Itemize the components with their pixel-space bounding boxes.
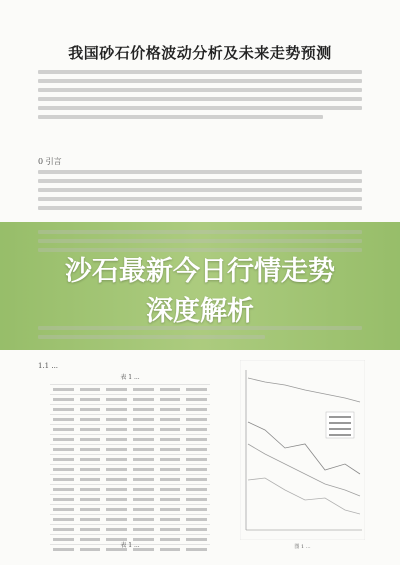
illegible-value <box>53 398 74 401</box>
table-cell <box>157 445 184 455</box>
illegible-value <box>186 508 207 511</box>
table-cell <box>50 525 77 535</box>
table-cell <box>157 415 184 425</box>
illegible-value <box>53 388 74 391</box>
table-cell <box>130 415 157 425</box>
illegible-value <box>160 398 181 401</box>
table-cell <box>130 445 157 455</box>
table-row <box>50 475 210 485</box>
illegible-value <box>133 488 154 491</box>
illegible-value <box>186 428 207 431</box>
illegible-value <box>106 418 127 421</box>
banner-title-line2: 深度解析 <box>146 296 254 327</box>
table-cell <box>50 475 77 485</box>
banner-title <box>0 252 400 332</box>
table-cell <box>157 455 184 465</box>
table-cell <box>103 435 130 445</box>
table-cell <box>130 425 157 435</box>
illegible-value <box>106 448 127 451</box>
table-cell <box>50 395 77 405</box>
table-cell <box>103 455 130 465</box>
chart-line-3 <box>248 444 360 496</box>
illegible-value <box>80 418 101 421</box>
table-cell <box>183 525 210 535</box>
abstract-text <box>38 70 362 124</box>
illegible-value <box>160 468 181 471</box>
illegible-value <box>160 518 181 521</box>
table-cell <box>103 525 130 535</box>
table-cell <box>50 485 77 495</box>
body-text-lower <box>38 326 362 344</box>
illegible-value <box>106 458 127 461</box>
illegible-value <box>133 428 154 431</box>
table-cell <box>103 415 130 425</box>
table-cell <box>50 505 77 515</box>
table-cell <box>183 475 210 485</box>
illegible-value <box>186 408 207 411</box>
table-cell <box>157 485 184 495</box>
illegible-value <box>106 428 127 431</box>
table-cell <box>103 505 130 515</box>
table-row <box>50 435 210 445</box>
illegible-value <box>160 498 181 501</box>
banner-title-line1: 沙石最新今日行情走势 <box>65 256 335 287</box>
illegible-value <box>133 388 154 391</box>
illegible-value <box>186 498 207 501</box>
illegible-value <box>160 418 181 421</box>
table-row <box>50 465 210 475</box>
illegible-value <box>133 458 154 461</box>
table-cell <box>103 395 130 405</box>
illegible-value <box>186 388 207 391</box>
table-cell <box>103 385 130 395</box>
illegible-value <box>80 478 101 481</box>
table-cell <box>157 465 184 475</box>
table-cell <box>130 385 157 395</box>
illegible-value <box>133 508 154 511</box>
table-cell <box>157 475 184 485</box>
table-cell <box>183 445 210 455</box>
illegible-value <box>106 398 127 401</box>
illegible-value <box>80 408 101 411</box>
illegible-value <box>133 418 154 421</box>
illegible-value <box>106 468 127 471</box>
illegible-value <box>133 478 154 481</box>
table-cell <box>183 515 210 525</box>
illegible-value <box>186 448 207 451</box>
table-cell <box>130 455 157 465</box>
illegible-value <box>133 398 154 401</box>
table-cell <box>77 435 104 445</box>
illegible-value <box>160 438 181 441</box>
illegible-value <box>106 498 127 501</box>
illegible-value <box>53 498 74 501</box>
illegible-value <box>53 448 74 451</box>
illegible-value <box>80 388 101 391</box>
table-cell <box>50 435 77 445</box>
illegible-value <box>160 478 181 481</box>
table-cell <box>77 515 104 525</box>
table-cell <box>183 425 210 435</box>
table-cell <box>103 465 130 475</box>
table-cell <box>183 465 210 475</box>
table-row <box>50 405 210 415</box>
data-table-grid <box>50 384 210 554</box>
illegible-value <box>80 458 101 461</box>
illegible-value <box>53 408 74 411</box>
table-row <box>50 525 210 535</box>
table-cell <box>77 495 104 505</box>
illegible-value <box>133 438 154 441</box>
illegible-value <box>53 438 74 441</box>
document-title: 我国砂石价格波动分析及未来走势预测 <box>68 44 332 62</box>
table-cell <box>130 485 157 495</box>
illegible-value <box>80 398 101 401</box>
table-cell <box>77 455 104 465</box>
table-cell <box>130 505 157 515</box>
illegible-value <box>53 478 74 481</box>
table-cell <box>183 505 210 515</box>
illegible-value <box>133 468 154 471</box>
table-cell <box>130 395 157 405</box>
table-cell <box>130 465 157 475</box>
illegible-value <box>186 518 207 521</box>
illegible-value <box>106 488 127 491</box>
table-cell <box>157 495 184 505</box>
illegible-value <box>106 528 127 531</box>
illegible-value <box>186 478 207 481</box>
illegible-value <box>53 508 74 511</box>
table-cell <box>50 455 77 465</box>
illegible-value <box>160 388 181 391</box>
table-cell <box>183 495 210 505</box>
illegible-value <box>160 448 181 451</box>
illegible-value <box>53 528 74 531</box>
table-cell <box>77 505 104 515</box>
table-cell <box>157 395 184 405</box>
illegible-value <box>133 448 154 451</box>
table-row <box>50 385 210 395</box>
table-cell <box>50 405 77 415</box>
table-cell <box>130 525 157 535</box>
table-cell <box>183 405 210 415</box>
table-cell <box>103 475 130 485</box>
table-row <box>50 415 210 425</box>
illegible-value <box>160 508 181 511</box>
table-cell <box>50 425 77 435</box>
chart-line-4 <box>248 478 360 514</box>
illegible-value <box>133 528 154 531</box>
illegible-value <box>80 428 101 431</box>
illegible-value <box>53 488 74 491</box>
table-cell <box>77 465 104 475</box>
illegible-value <box>186 468 207 471</box>
illegible-value <box>106 438 127 441</box>
table-cell <box>130 495 157 505</box>
table-cell <box>157 525 184 535</box>
table-cell <box>183 435 210 445</box>
figure-caption: 图 1 ... <box>294 544 311 550</box>
illegible-value <box>186 458 207 461</box>
illegible-value <box>160 488 181 491</box>
data-table <box>50 372 210 554</box>
table-cell <box>77 445 104 455</box>
table-caption-bottom: 表 1 ... <box>120 542 140 549</box>
illegible-value <box>160 528 181 531</box>
table-cell <box>77 525 104 535</box>
table-cell <box>50 465 77 475</box>
illegible-value <box>80 448 101 451</box>
illegible-value <box>80 498 101 501</box>
table-cell <box>77 395 104 405</box>
table-caption: 表 1 ... <box>120 374 140 381</box>
subsection-heading: 1.1 ... <box>38 362 59 370</box>
chart-line-1 <box>248 378 360 402</box>
table-cell <box>77 385 104 395</box>
table-cell <box>50 445 77 455</box>
table-cell <box>183 415 210 425</box>
illegible-value <box>160 458 181 461</box>
table-cell <box>183 455 210 465</box>
illegible-value <box>186 398 207 401</box>
illegible-value <box>106 518 127 521</box>
table-cell <box>77 415 104 425</box>
illegible-value <box>106 408 127 411</box>
table-cell <box>50 515 77 525</box>
illegible-value <box>53 468 74 471</box>
table-cell <box>183 485 210 495</box>
table-cell <box>183 395 210 405</box>
table-cell <box>130 405 157 415</box>
table-row <box>50 485 210 495</box>
illegible-value <box>80 488 101 491</box>
illegible-value <box>186 528 207 531</box>
table-cell <box>77 485 104 495</box>
illegible-value <box>80 438 101 441</box>
table-cell <box>77 405 104 415</box>
table-cell <box>157 385 184 395</box>
line-chart-figure <box>240 360 365 540</box>
table-row <box>50 505 210 515</box>
illegible-value <box>186 418 207 421</box>
table-cell <box>103 425 130 435</box>
illegible-value <box>80 468 101 471</box>
table-cell <box>50 415 77 425</box>
table-row <box>50 495 210 505</box>
section-heading: 0 引言 <box>38 157 62 166</box>
illegible-value <box>106 388 127 391</box>
table-cell <box>103 485 130 495</box>
table-cell <box>157 405 184 415</box>
table-cell <box>50 385 77 395</box>
illegible-value <box>106 508 127 511</box>
table-row <box>50 455 210 465</box>
illegible-value <box>80 518 101 521</box>
illegible-value <box>53 518 74 521</box>
illegible-value <box>80 508 101 511</box>
illegible-value <box>160 408 181 411</box>
table-cell <box>77 425 104 435</box>
table-row <box>50 425 210 435</box>
table-cell <box>77 475 104 485</box>
illegible-value <box>53 418 74 421</box>
illegible-value <box>160 428 181 431</box>
illegible-value <box>133 408 154 411</box>
illegible-value <box>53 428 74 431</box>
table-cell <box>157 515 184 525</box>
table-cell <box>157 425 184 435</box>
table-cell <box>130 515 157 525</box>
table-cell <box>103 445 130 455</box>
table-row <box>50 395 210 405</box>
table-cell <box>157 505 184 515</box>
illegible-value <box>186 438 207 441</box>
table-cell <box>103 515 130 525</box>
table-cell <box>50 495 77 505</box>
illegible-value <box>186 488 207 491</box>
illegible-value <box>133 518 154 521</box>
intro-paragraph <box>38 170 362 215</box>
illegible-value <box>53 458 74 461</box>
table-cell <box>103 405 130 415</box>
table-cell <box>103 495 130 505</box>
illegible-value <box>106 478 127 481</box>
table-cell <box>130 475 157 485</box>
table-row <box>50 515 210 525</box>
illegible-value <box>133 498 154 501</box>
illegible-value <box>80 528 101 531</box>
table-row <box>50 445 210 455</box>
table-cell <box>157 435 184 445</box>
table-cell <box>183 385 210 395</box>
table-cell <box>130 435 157 445</box>
